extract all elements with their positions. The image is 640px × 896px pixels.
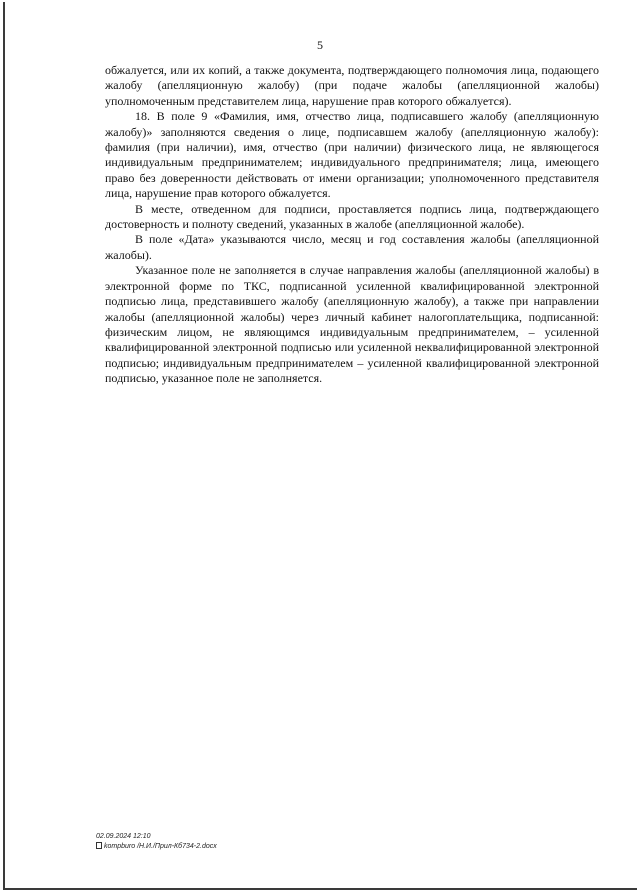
document-body (105, 63, 599, 387)
footer-file-path-row (96, 842, 217, 852)
footer-timestamp: 02.09.2024 12:10 (96, 833, 151, 840)
scan-border-left (3, 2, 5, 890)
page-number: 5 (317, 38, 323, 52)
paragraph-field-exceptions: Указанное поле не заполняется в случае направления жалобы (апелляционной жалобы) в электронной форме по ТКС, подписанной усиленной квалифицированной электронной подписью лица, представившего жалобу (апелляционную жалобу), а также при направлении жалобы (апелляционной жалобы) через личный кабинет налогоплательщика, подписанной: физическим лицом, не являющимся индивидуальным предпринимателем, – усиленной квалифицированной электронной подписью или усиленной неквалифицированной электронной подписью; индивидуальным предпринимателем – усиленной квалифицированной электронной подписью, указанное поле не заполняется. (105, 263, 599, 386)
footer-file-path: kompburo /Н.И./Прил-Кб734-2.docx (104, 843, 217, 850)
scan-border-bottom (3, 888, 637, 890)
document-footer (96, 832, 217, 852)
paragraph-item-18: 18. В поле 9 «Фамилия, имя, отчество лица, подписавшего жалобу (апелляционную жалобу)» заполняются сведения о лице, подписавшем жалобу (апелляционную жалобу): фамилия (при наличии), имя, отчество (при наличии) физического лица, не являющегося индивидуальным предпринимателем; индивидуального предпринимателя; лица, имеющего право без доверенности действовать от имени организации; уполномоченного представителя лица, нарушение прав которого обжалуется. (105, 109, 599, 201)
paragraph-signature: В месте, отведенном для подписи, проставляется подпись лица, подтверждающего достоверность и полноту сведений, указанных в жалобе (апелляционной жалобе). (105, 201, 599, 232)
paragraph-date-field: В поле «Дата» указываются число, месяц и год составления жалобы (апелляционной жалобы). (105, 232, 599, 262)
document-icon (96, 842, 102, 849)
paragraph-continuation: обжалуется, или их копий, а также документа, подтверждающего полномочия лица, подающего жалобу (апелляционную жалобу) (при подаче жалобы (апелляционной жалобы) уполномоченным представителем лица, нарушение прав которого обжалуется). (105, 63, 599, 108)
